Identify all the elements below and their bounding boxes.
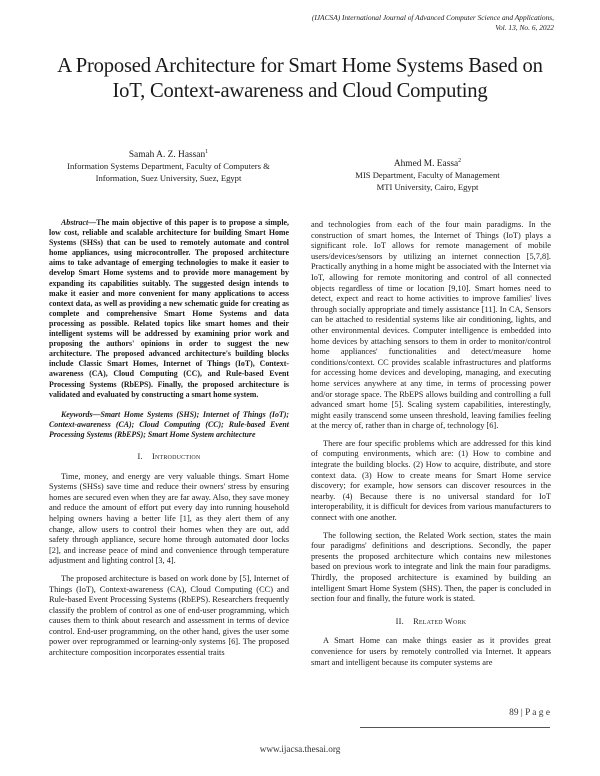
- author-name-1: Samah A. Z. Hassan: [128, 150, 206, 160]
- author-affiliation-2-line2: MTI University, Cairo, Egypt: [376, 181, 479, 192]
- abstract-text: —The main objective of this paper is to propose a simple, low cost, reliable and scalable architecture for building Smart Home Systems (SHSs) that can be used to remotely automate and control home appliances, using microcontroller. The proposed architecture aims to take advantage of emerging technologies to make it easier to develop Smart Home systems and to provide more management by expanding its capabilities suitably. The suggested design intends to make it easier and more convenient for many applications to access context data, as well as providing a new schematic guide for creating as complete and comprehensive Smart Home Systems and data processing as possible. Related topics like smart homes and their intelligent systems will be addressed by examining prior work and proposing the authors' opinions in order to suggest the new architecture. The proposed advanced architecture's building blocks include Classic Smart Homes, Internet of Things (IoT), Context-awareness (CA), Cloud Computing (CC), and Rule-based Event Processing Systems (RbEPS). Finally, the proposed architecture is validated and evaluated by constructing a smart home system.: [49, 218, 289, 399]
- section-number-1: I.: [137, 451, 143, 461]
- abstract-label: Abstract: [61, 218, 89, 227]
- journal-header: [154, 13, 554, 33]
- author-block-1: [46, 149, 291, 184]
- body-paragraph: The following section, the Related Work section, states the main four paradigms' definitions and descriptions. Secondly, the paper presents the proposed architecture which contains new milestones based on previous work to integrate and link the main four paradigms. Thirdly, the proposed architecture is examined by building an intelligent Smart Home System (SHS). Then, the paper is concluded in section four and finally, the future work is stated.: [311, 530, 551, 604]
- journal-header-line2: Vol. 13, No. 6, 2022: [495, 23, 554, 32]
- paper-title: A Proposed Architecture for Smart Home Systems Based on IoT, Context-awareness and Cloud Computing: [57, 55, 543, 102]
- author-affiliation-1: Information Systems Department, Faculty of Computers & Information, Suez University, Suez, Egypt: [67, 161, 270, 183]
- journal-header-line1: (IJACSA) International Journal of Advanced Computer Science and Applications,: [311, 13, 554, 22]
- section-title-1: Introduction: [151, 451, 201, 461]
- abstract: [49, 218, 289, 400]
- body-paragraph: A Smart Home can make things easier as it provides great convenience for users by remotely controlled via Internet. It appears smart and intelligent because its computer systems are: [311, 636, 551, 667]
- author-sup-2: 2: [458, 158, 462, 165]
- body-paragraph: The proposed architecture is based on work done by [5], Internet of Things (IoT), Context-awareness (CA), Cloud Computing (CC) and Rule-based Event Processing Systems (RbEPS). Researchers frequently classify the problem of control as one of end-user programming, which causes them to think about research and assessment in terms of device control. End-user programming, on the other hand, gives the user some power over reprogrammed or learning-only systems [6]. The proposed architecture composition incorporates essential traits: [49, 573, 289, 658]
- keywords: Keywords—Smart Home Systems (SHS); Internet of Things (IoT); Context-awareness (CA); Cloud Computing (CC); Rule-based Event Processing Systems (RbEPS); Smart Home System architecture: [49, 409, 289, 439]
- section-title-2: Related Work: [413, 616, 467, 626]
- section-heading-related-work: [311, 617, 551, 628]
- author-name-2: Ahmed M. Eassa: [393, 159, 459, 169]
- body-paragraph: There are four specific problems which are addressed for this kind of computing environments, which are: (1) How to combine and integrate the building blocks. (2) How to acquire, distribute, and store context data. (3) How to create means for Smart Home service discovery; for example, how sensors can discover resources in the nearby. (4) Because there is no universal standard for IoT interoperability, it is difficult for devices from various manufacturers to connect with one another.: [311, 438, 551, 523]
- footer-divider: [360, 727, 550, 728]
- author-block-2: [305, 158, 550, 193]
- author-affiliation-2-line1: MIS Department, Faculty of Management: [355, 170, 500, 181]
- journal-url: www.ijacsa.thesai.org: [259, 744, 341, 754]
- left-column: [49, 218, 289, 659]
- body-paragraph: Time, money, and energy are very valuable things. Smart Home Systems (SHSs) save time and reduce their owners' stress by ensuring homes are secured even when they are far away. Also, they save money and reduce the amount of effort put every day into running household helping owners having a better life [1], as they alert them of any change, allow users to control their homes when they are out, add safety through appliance, secure home through automated door locks [2], and increase peace of mind and convenience through temperature adjustment and lighting control [3, 4].: [49, 471, 289, 566]
- right-column: [311, 220, 551, 668]
- section-heading-introduction: [49, 452, 289, 463]
- page-number: 89 | P a g e: [509, 708, 550, 718]
- body-paragraph: and technologies from each of the four main paradigms. In the construction of smart homes, the Internet of Things (IoT) plays a significant role. IoT allows for remote management of mobile users/devices/sensors by utilizing an internet connection [5,7,8]. Practically anything in a home might be associated with the Internet via IoT, allowing for remote monitoring and control of all connected objects regardless of time or location [9,10]. Smart homes need to detect, expect and react to home activities to improve families' lives through socially appropriate and timely assistance [11]. In CA, Sensors can be attached to residential systems like air conditioning, lights, and other environmental devices. Computer intelligence is embedded into home devices by attaching sensors to them in order to monitor/control home appliances' functionalities and detect/measure home conditions/context. CC provides scalable infrastructures and platforms for accessing home devices and developing, managing, and executing home services anywhere at any time, in terms of processing power and/or storage space. The RbEPS allows building and controlling a full advanced smart home [5]. Scaling system capabilities, interestingly, might easily transcend some unseen threshold, leaving families feeling at the mercy of, rather than in charge of, technology [6].: [311, 220, 551, 431]
- author-sup-1: 1: [205, 149, 209, 156]
- section-number-2: II.: [395, 616, 404, 626]
